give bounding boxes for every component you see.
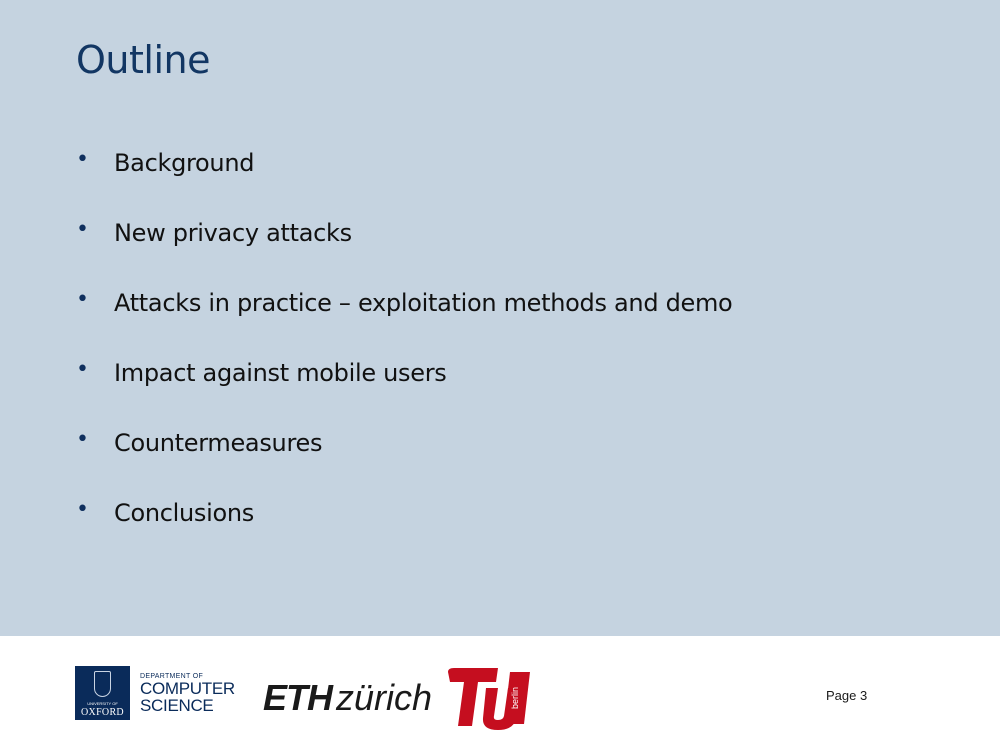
department-name xyxy=(140,673,235,714)
department-line-1: COMPUTER xyxy=(140,678,235,698)
oxford-cs-logo xyxy=(75,666,235,720)
bullet-item xyxy=(76,478,732,548)
bullet-icon: • xyxy=(76,287,89,312)
bullet-item xyxy=(76,268,732,338)
bullet-item xyxy=(76,338,732,408)
bullet-item xyxy=(76,128,732,198)
crest-caption-small: UNIVERSITY OF xyxy=(87,701,118,706)
department-line-2: SCIENCE xyxy=(140,695,214,715)
bullet-icon: • xyxy=(76,357,89,382)
bullet-text: New privacy attacks xyxy=(114,219,352,247)
page-number: Page 3 xyxy=(826,688,868,703)
tu-berlin-logo-icon xyxy=(446,668,532,732)
bullet-icon: • xyxy=(76,497,89,522)
tu-berlin-logo xyxy=(446,668,532,737)
bullet-icon: • xyxy=(76,217,89,242)
bullet-icon: • xyxy=(76,147,89,172)
bullet-text: Countermeasures xyxy=(114,429,323,457)
bullet-list xyxy=(76,128,732,548)
crest-caption: OXFORD xyxy=(81,707,124,718)
oxford-crest-icon xyxy=(75,666,130,720)
bullet-item xyxy=(76,408,732,478)
bullet-icon: • xyxy=(76,427,89,452)
eth-zurich-logo xyxy=(263,676,432,720)
bullet-text: Attacks in practice – exploitation methods and demo xyxy=(114,289,733,317)
tu-logo-subtext: berlin xyxy=(510,686,520,710)
bullet-text: Conclusions xyxy=(114,499,254,527)
eth-logo-bold: ETH xyxy=(263,677,332,718)
eth-logo-light: zürich xyxy=(336,677,433,718)
bullet-text: Impact against mobile users xyxy=(114,359,447,387)
slide-title: Outline xyxy=(76,38,210,82)
shield-icon xyxy=(94,671,111,697)
bullet-text: Background xyxy=(114,149,255,177)
bullet-item xyxy=(76,198,732,268)
department-prefix: DEPARTMENT OF xyxy=(140,672,204,680)
